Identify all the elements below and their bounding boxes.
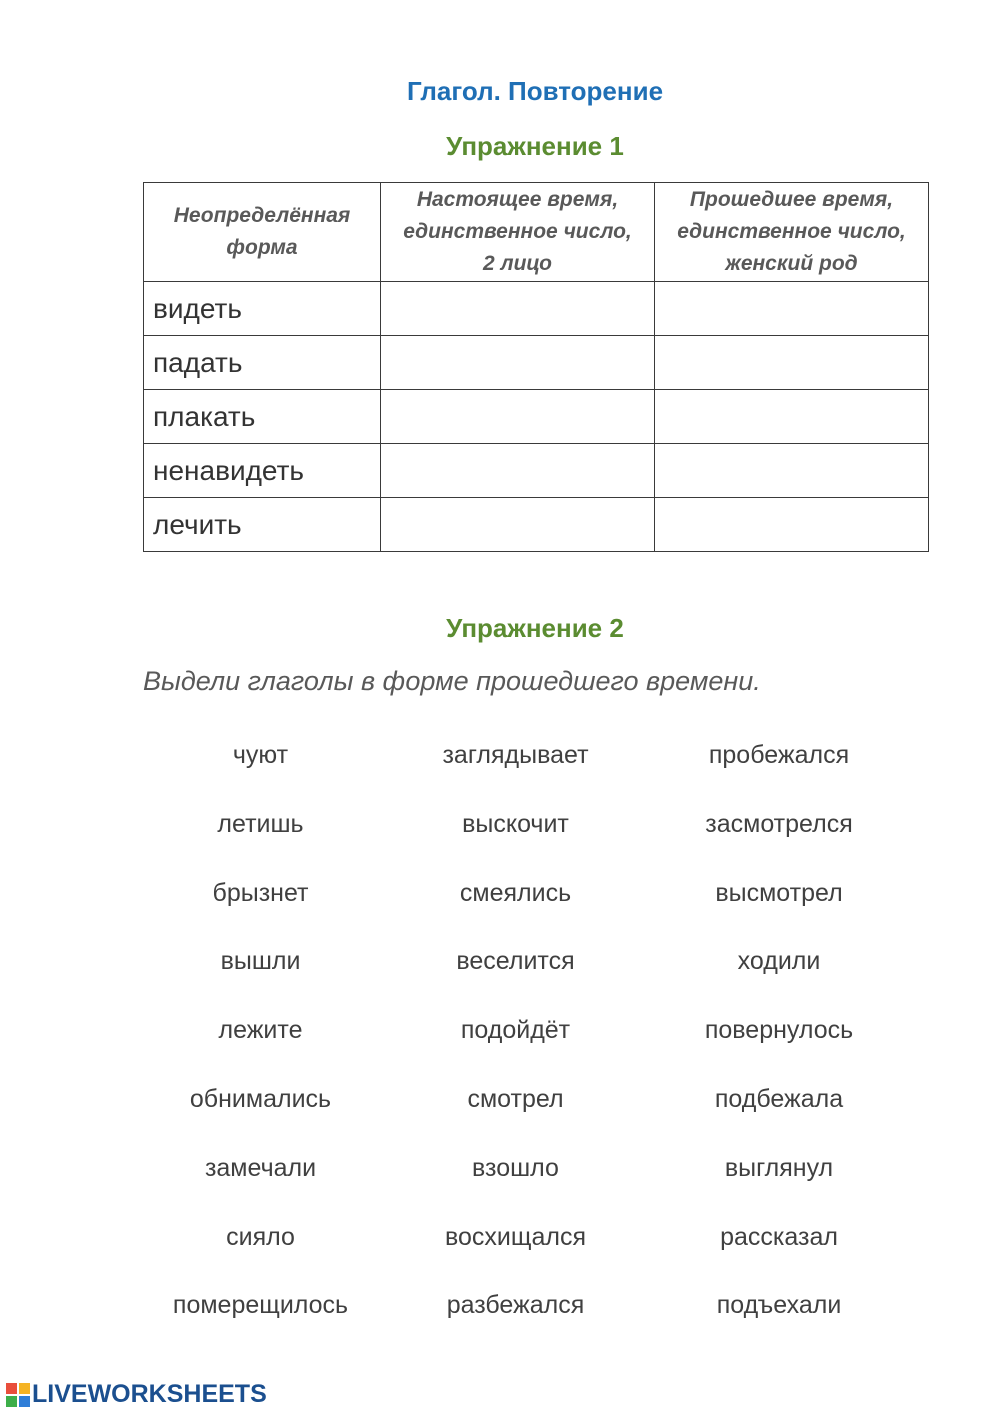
exercise-1-title: Упражнение 1 [446,131,624,161]
word-item[interactable]: смотрел [467,1084,564,1113]
table-row [144,444,929,498]
table-row [144,336,929,390]
header-line: женский род [725,252,858,275]
word-item[interactable]: ходили [737,947,821,976]
header-present-tense [381,183,655,282]
logo-text: LIVEWORKSHEETS [32,1380,267,1408]
word-item[interactable]: подбежала [714,1084,844,1113]
verb-cell: ненавидеть [144,444,381,498]
past-answer-cell[interactable] [655,444,929,498]
word-item[interactable]: замечали [204,1153,317,1182]
header-infinitive [144,183,381,282]
word-item[interactable]: летишь [217,809,304,838]
word-item[interactable]: выскочит [462,809,569,838]
word-item[interactable]: засмотрелся [705,809,853,838]
word-item[interactable]: повернулось [704,1016,854,1045]
header-line: 2 лицо [483,252,552,275]
word-item[interactable]: смеялись [459,878,572,907]
word-item[interactable]: обнимались [189,1084,332,1113]
exercise-1-table [143,182,929,552]
verb-cell: плакать [144,390,381,444]
table-row [144,390,929,444]
logo-blocks-icon [6,1383,30,1407]
word-item[interactable]: померещилось [172,1291,349,1320]
past-answer-cell[interactable] [655,282,929,336]
header-past-tense [655,183,929,282]
header-line: единственное число, [403,220,632,243]
exercise-2-title: Упражнение 2 [446,613,624,643]
logo-block [19,1383,30,1394]
past-answer-cell[interactable] [655,390,929,444]
present-answer-cell[interactable] [381,336,655,390]
word-item[interactable]: пробежался [708,741,850,769]
logo-block [19,1396,30,1407]
verb-cell: лечить [144,498,381,552]
word-item[interactable]: рассказал [720,1222,838,1251]
verb-cell: падать [144,336,381,390]
word-item[interactable]: брызнет [212,878,309,907]
logo-block [6,1396,17,1407]
word-item[interactable]: сияло [226,1222,295,1251]
header-line: единственное число, [677,220,906,243]
word-item[interactable]: взошло [472,1153,559,1182]
word-item[interactable]: чуют [232,741,289,769]
page-title: Глагол. Повторение [406,76,664,106]
header-line: Неопределённая [173,204,351,227]
header-line: Прошедшее время, [689,188,894,211]
word-item[interactable]: восхищался [445,1222,586,1251]
present-answer-cell[interactable] [381,390,655,444]
exercise-2-instruction: Выдели глаголы в форме прошедшего времени. [143,666,761,696]
table-row [144,498,929,552]
word-item[interactable]: заглядывает [442,741,589,769]
word-item[interactable]: высмотрел [715,878,843,907]
table-row [144,282,929,336]
present-answer-cell[interactable] [381,444,655,498]
word-item[interactable]: выглянул [724,1153,834,1182]
word-item[interactable]: подойдёт [460,1016,571,1045]
word-item[interactable]: лежите [218,1016,303,1045]
word-item[interactable]: вышли [220,947,301,976]
table-header-row [144,183,929,282]
past-answer-cell[interactable] [655,336,929,390]
present-answer-cell[interactable] [381,282,655,336]
word-item[interactable]: разбежался [446,1291,585,1320]
word-item[interactable]: подъехали [716,1291,842,1320]
header-line: Настоящее время, [416,188,619,211]
header-line: форма [226,236,298,259]
logo-block [6,1383,17,1394]
word-item[interactable]: веселится [456,947,575,976]
present-answer-cell[interactable] [381,498,655,552]
past-answer-cell[interactable] [655,498,929,552]
verb-cell: видеть [144,282,381,336]
word-grid [124,736,924,1355]
liveworksheets-logo[interactable] [6,1380,267,1409]
